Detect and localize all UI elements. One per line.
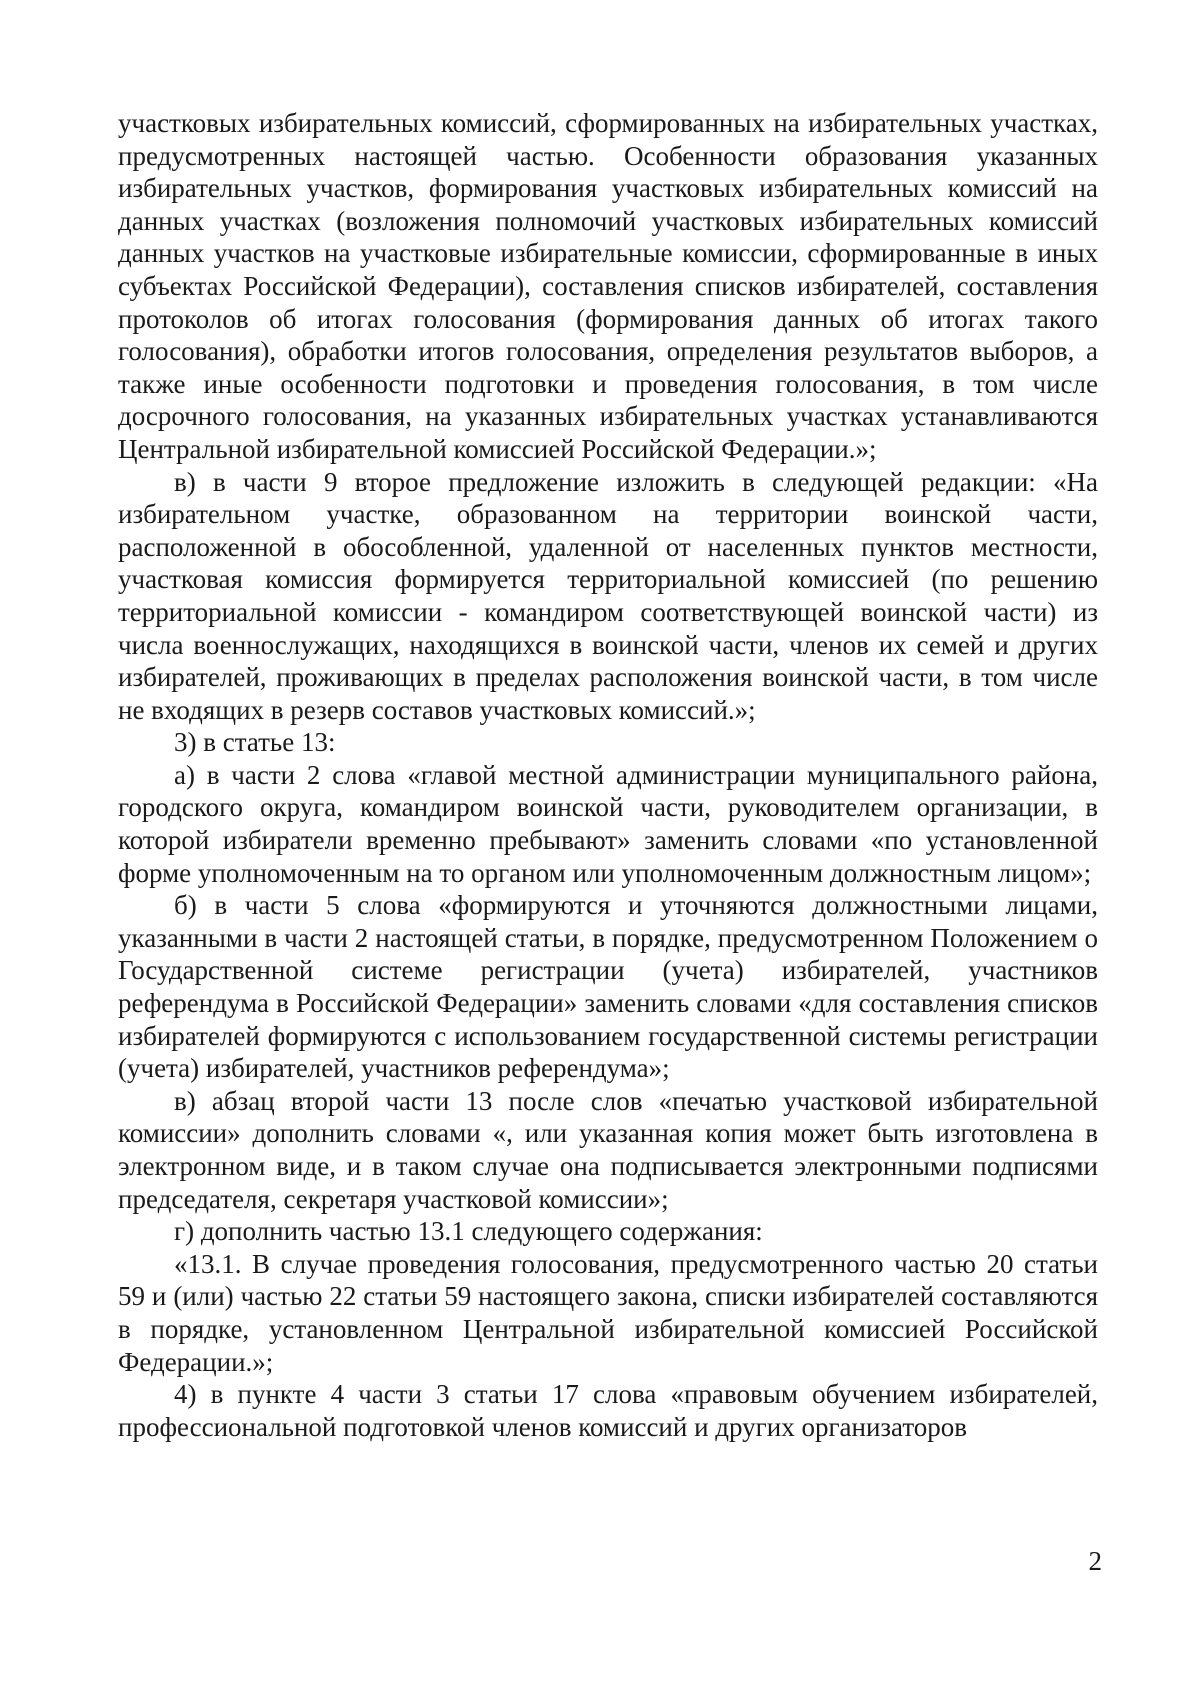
paragraph-item-g-part-13-1: г) дополнить частью 13.1 следующего содержания: bbox=[174, 1216, 763, 1247]
body-text bbox=[118, 107, 1098, 1443]
paragraph-item-v-part-9: в) в части 9 второе предложение изложить в следующей редакции: «На избирательном участке, образованном на территории воинской части, расположенной в обособленной, удаленной от населенных пунктов местности, участковая комиссия формируется территориальной комиссией (по решению территориальной комиссии - командиром соответствующей воинской части) из числа военнослужащих, находящихся в воинской части, членов их семей и других избирателей, проживающих в пределах расположения воинской части, в том числе не входящих в резерв составов участковых комиссий.»; bbox=[118, 466, 1098, 725]
page-number: 2 bbox=[1088, 1546, 1102, 1576]
paragraph-item-4-article-17: 4) в пункте 4 части 3 статьи 17 слова «правовым обучением избирателей, профессиональной подготовкой членов комиссий и других организаторов bbox=[118, 1379, 1098, 1442]
paragraph-continuation: участковых избирательных комиссий, сформированных на избирательных участках, предусмотренных настоящей частью. Особенности образования указанных избирательных участков, формирования участковых избирательных комиссий на данных участках (возложения полномочий участковых избирательных комиссий данных участков на участковые избирательные комиссии, сформированные в иных субъектах Российской Федерации), составления списков избирателей, составления протоколов об итогах голосования (формирования данных об итогах такого голосования), обработки итогов голосования, определения результатов выборов, а также иные особенности подготовки и проведения голосования, в том числе досрочного голосования, на указанных избирательных участках устанавливаются Центральной избирательной комиссией Российской Федерации.»; bbox=[118, 108, 1098, 464]
paragraph-item-v-part-13: в) абзац второй части 13 после слов «печатью участковой избирательной комиссии» дополнить словами «, или указанная копия может быть изготовлена в электронном виде, и в таком случае она подписывается электронными подписями председателя, секретаря участковой комиссии»; bbox=[118, 1085, 1098, 1214]
paragraph-item-b-part-5: б) в части 5 слова «формируются и уточняются должностными лицами, указанными в части 2 настоящей статьи, в порядке, предусмотренном Положением о Государственной системе регистрации (учета) избирателей, участников референдума в Российской Федерации» заменить словами «для составления списков избирателей формируются с использованием государственной системы регистрации (учета) избирателей, участников референдума»; bbox=[118, 890, 1098, 1084]
paragraph-item-3-article-13: 3) в статье 13: bbox=[174, 727, 336, 758]
paragraph-item-a-part-2: а) в части 2 слова «главой местной администрации муниципального района, городского округа, командиром воинской части, руководителем организации, в которой избиратели временно пребывают» заменить словами «по установленной форме уполномоченным на то органом или уполномоченным должностным лицом»; bbox=[118, 759, 1098, 888]
paragraph-quote-13-1: «13.1. В случае проведения голосования, предусмотренного частью 20 статьи 59 и (или) частью 22 статьи 59 настоящего закона, списки избирателей составляются в порядке, установленном Центральной избирательной комиссией Российской Федерации.»; bbox=[118, 1248, 1098, 1377]
